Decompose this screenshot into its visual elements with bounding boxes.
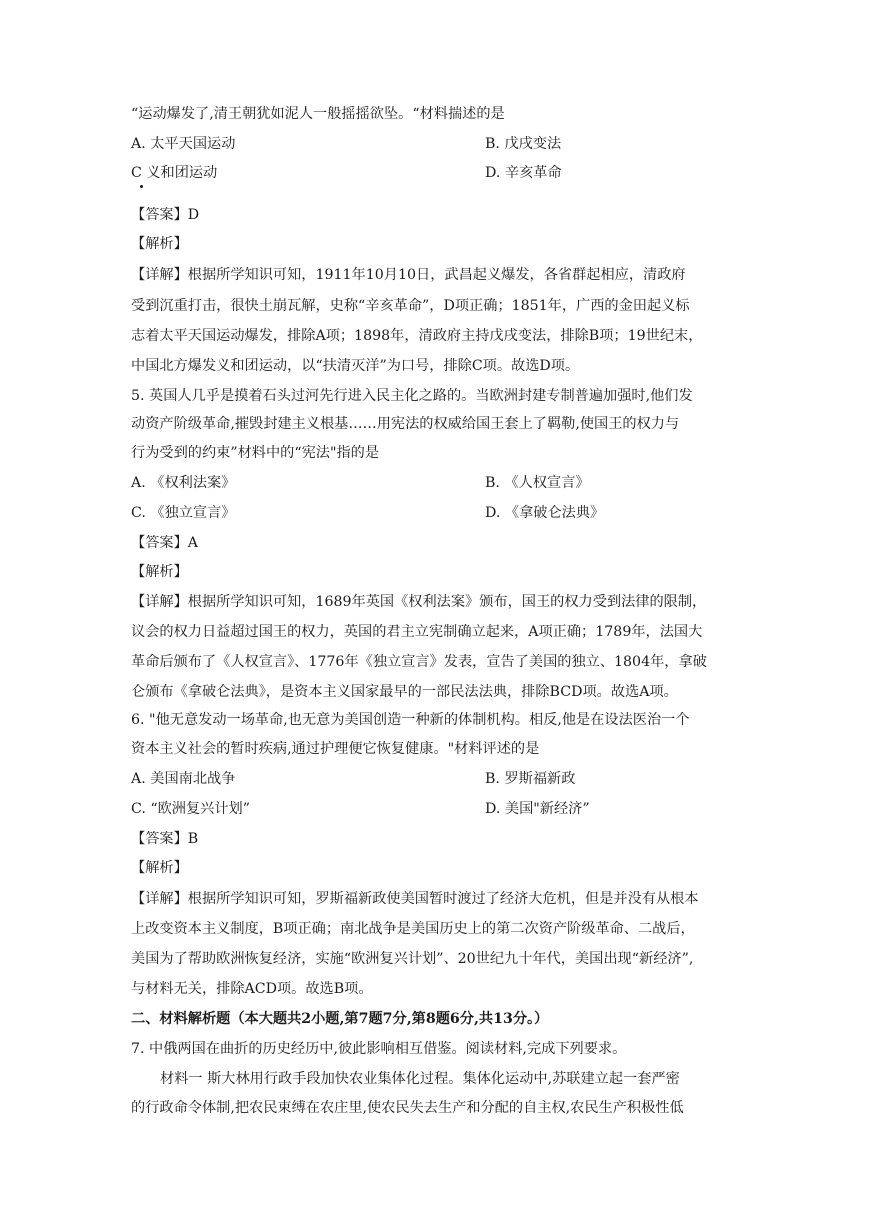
- q5-stem-line: 5. 英国人几乎是摸着石头过河先行进入民主化之路的。当欧洲封建专制普遍加强时,他们发: [131, 388, 693, 404]
- q6-detail-line: 与材料无关，排除ACD项。故选B项。: [131, 981, 373, 997]
- q5-option-a: A. 《权利法案》: [131, 475, 236, 491]
- q6-detail-line: 美国为了帮助欧洲恢复经济，实施“欧洲复兴计划”、20世纪九十年代，美国出现“新经济”,: [131, 951, 694, 967]
- q7-material-line: 的行政命令体制,把农民束缚在农庄里,使农民失去生产和分配的自主权,农民生产积极性低: [131, 1100, 684, 1116]
- q6-option-b: B. 罗斯福新政: [485, 771, 576, 787]
- q6-stem-line: 6. "他无意发动一场革命,也无意为美国创造一种新的体制机构。相反,他是在设法医治一个: [131, 712, 690, 728]
- q5-option-c: C. 《独立宣言》: [131, 505, 236, 521]
- q4-detail-line: 受到沉重打击，很快土崩瓦解，史称“辛亥革命”，D项正确；1851年，广西的金田起义标: [131, 298, 690, 314]
- q6-option-d: D. 美国"新经济”: [485, 801, 590, 817]
- q5-detail-line: 议会的权力日益超过国王的权力，英国的君主立宪制确立起来，A项正确；1789年，法国大: [131, 624, 703, 640]
- q6-option-a: A. 美国南北战争: [131, 771, 236, 787]
- q5-option-b: B. 《人权宣言》: [485, 475, 590, 491]
- q6-stem-line: 资本主义社会的暂时疾病,通过护理便它恢复健康。"材料评述的是: [131, 741, 540, 757]
- q4-option-b: B. 戊戌变法: [485, 136, 562, 152]
- q4-stem: “运动爆发了,清王朝犹如泥人一般摇摇欲坠。“材料揣述的是: [131, 106, 505, 122]
- q6-detail-line: 【详解】根据所学知识可知，罗斯福新政使美国暂时渡过了经济大危机，但是并没有从根本: [131, 891, 699, 907]
- q5-detail-line: 革命后颁布了《人权宣言》、1776年《独立宣言》发表，宣告了美国的独立、1804年，拿破: [131, 654, 707, 670]
- q7-material-line: 材料一 斯大林用行政手段加快农业集体化过程。集体化运动中,苏联建立起一套严密: [160, 1071, 680, 1087]
- stray-dot-mark: [140, 185, 143, 188]
- q5-stem-line: 行为受到的约束”材料中的“宪法"指的是: [131, 445, 380, 461]
- section-heading: 二、材料解析题（本大题共2小题,第7题7分,第8题6分,共13分。）: [131, 1011, 549, 1027]
- q6-analysis-label: 【解析】: [131, 860, 188, 876]
- q4-option-d: D. 辛亥革命: [485, 165, 562, 181]
- q6-answer: 【答案】B: [131, 831, 199, 847]
- q7-stem: 7. 中俄两国在曲折的历史经历中,彼此影响相互借鉴。阅读材料,完成下列要求。: [131, 1041, 627, 1057]
- q4-analysis-label: 【解析】: [131, 236, 188, 252]
- q5-detail-line: 【详解】根据所学知识可知，1689年英国《权利法案》颁布，国王的权力受到法律的限制，: [131, 594, 707, 610]
- q6-option-c: C. “欧洲复兴计划”: [131, 801, 251, 817]
- q5-analysis-label: 【解析】: [131, 564, 188, 580]
- q5-detail-line: 仑颁布《拿破仑法典》，是资本主义国家最早的一部民法法典，排除BCD项。故选A项。: [131, 684, 678, 700]
- q4-option-a: A. 太平天国运动: [131, 136, 236, 152]
- q5-option-d: D. 《拿破仑法典》: [485, 505, 605, 521]
- q4-option-c: C 义和团运动: [131, 165, 218, 181]
- q4-answer: 【答案】D: [131, 207, 200, 223]
- q4-detail-line: 志着太平天国运动爆发，排除A项；1898年，清政府主持戊戌变法，排除B项；19世纪末，: [131, 328, 703, 344]
- q5-answer: 【答案】A: [131, 535, 198, 551]
- q5-stem-line: 动资产阶级革命,摧毁封建主义根基……用宪法的权威给国王套上了羁勒,使国王的权力与: [131, 416, 680, 432]
- q6-detail-line: 上改变资本主义制度，B项正确；南北战争是美国历史上的第二次资产阶级革命、二战后，: [131, 921, 695, 937]
- q4-detail-line: 中国北方爆发义和团运动，以“扶清灭洋”为口号，排除C项。故选D项。: [131, 358, 580, 374]
- q4-detail-line: 【详解】根据所学知识可知，1911年10月10日，武昌起义爆发，各省群起相应，清政府: [131, 267, 686, 283]
